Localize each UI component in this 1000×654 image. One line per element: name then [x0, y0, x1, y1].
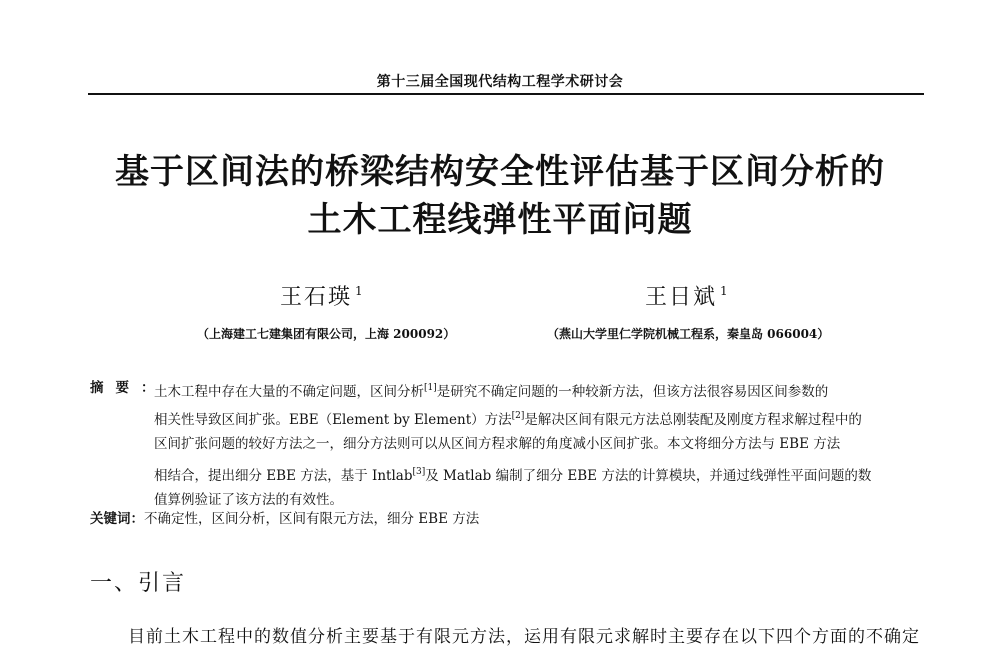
abstract-text-5a: 值算例验证了该方法的有效性。 — [154, 492, 343, 508]
author-1 — [280, 280, 363, 311]
running-header: 第十三届全国现代结构工程学术研讨会 — [376, 74, 624, 90]
author-2-name: 王日斌 — [645, 285, 718, 310]
abstract-line-2 — [90, 402, 926, 430]
abstract-line-4 — [90, 458, 926, 486]
paper-title-line-2: 土木工程线弹性平面问题 — [307, 200, 693, 240]
abstract-text-1a: 土木工程中存在大量的不确定问题，区间分析 — [154, 384, 424, 400]
author-1-name: 王石瑛 — [280, 285, 353, 310]
section-heading: 一、引言 — [90, 571, 187, 596]
author-2-mark: 1 — [720, 284, 728, 298]
author-1-mark: 1 — [355, 284, 363, 298]
abstract-text-1b: 是研究不确定问题的一种较新方法，但该方法很容易因区间参数的 — [436, 384, 829, 400]
abstract-line-1 — [90, 374, 926, 402]
keywords — [90, 507, 479, 527]
abstract-text-4a: 相结合，提出细分 EBE 方法，基于 Intlab — [154, 468, 413, 484]
author-2 — [645, 280, 728, 311]
keywords-label: 关键词： — [90, 511, 144, 527]
citation-3: [3] — [412, 467, 426, 477]
abstract-text-2a: 相关性导致区间扩张。EBE（Element by Element）方法 — [154, 412, 512, 428]
abstract-text-2b: 是解决区间有限元方法总刚装配及刚度方程求解过程中的 — [524, 412, 862, 428]
abstract-label: 摘要： — [90, 380, 167, 396]
citation-2: [2] — [511, 411, 525, 421]
abstract-line-3 — [90, 430, 926, 458]
citation-1: [1] — [424, 383, 437, 393]
affiliation-1: （上海建工七建集团有限公司，上海 200092） — [197, 327, 456, 341]
keywords-text: 不确定性，区间分析，区间有限元方法，细分 EBE 方法 — [144, 511, 480, 527]
body-paragraph-line: 目前土木工程中的数值分析主要基于有限元方法，运用有限元求解时主要存在以下四个方面的不确定 — [128, 627, 920, 647]
affiliation-2: （燕山大学里仁学院机械工程系，秦皇岛 066004） — [547, 327, 830, 341]
header-rule — [88, 93, 924, 95]
abstract-text-3a: 区间扩张问题的较好方法之一，细分方法则可以从区间方程求解的角度减小区间扩张。本文将细分方法与 EBE 方法 — [154, 436, 841, 452]
abstract-text-4b: 及 Matlab 编制了细分 EBE 方法的计算模块，并通过线弹性平面问题的数 — [425, 468, 872, 484]
abstract — [90, 374, 926, 514]
abstract-text-3 — [154, 430, 840, 458]
paper-title-line-1: 基于区间法的桥梁结构安全性评估基于区间分析的 — [115, 152, 885, 192]
